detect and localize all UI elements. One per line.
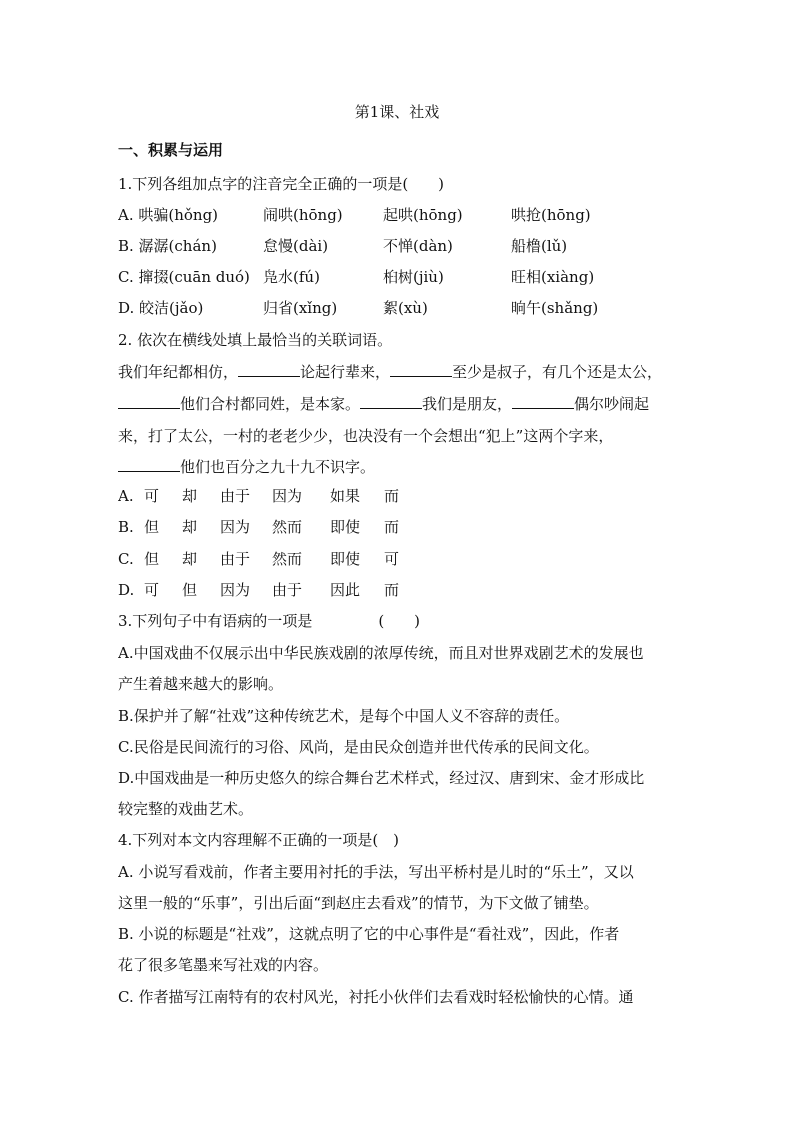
q4-option-a-line-1: A. 小说写看戏前，作者主要用衬托的手法，写出平桥村是儿时的“乐土”，又以 (118, 863, 634, 881)
fill-blank (118, 394, 180, 409)
q2-passage-line-4 (118, 457, 678, 477)
q1-a-3: 起哄(hōng) (383, 206, 463, 224)
q1-option-a (118, 205, 678, 225)
q1-b-1: B. 潺潺(chán) (118, 237, 217, 255)
option-word: 即使 (330, 518, 361, 536)
question-2-stem: 2. 依次在横线处填上最恰当的关联词语。 (118, 331, 393, 349)
option-word: 由于 (272, 581, 303, 599)
q2-text: 偶尔吵闹起 (574, 395, 650, 413)
option-letter: B. (118, 518, 134, 536)
option-letter: C. (118, 550, 134, 568)
fill-blank (390, 362, 452, 377)
q3-option-d-line-1: D.中国戏曲是一种历史悠久的综合舞台艺术样式，经过汉、唐到宋、金才形成比 (118, 769, 645, 787)
q1-d-2: 归省(xǐng) (263, 299, 338, 317)
option-word: 然而 (272, 518, 303, 536)
q3-option-a-line-1: A.中国戏曲不仅展示出中华民族戏剧的浓厚传统，而且对世界戏剧艺术的发展也 (118, 644, 644, 662)
q1-c-4: 旺相(xiàng) (511, 268, 595, 286)
question-4-stem: 4.下列对本文内容理解不正确的一项是( ) (118, 831, 400, 849)
q1-d-4: 晌午(shǎng) (511, 299, 599, 317)
q3-option-c: C.民俗是民间流行的习俗、风尚，是由民众创造并世代传承的民间文化。 (118, 738, 599, 756)
q3-option-a-line-2: 产生着越来越大的影响。 (118, 675, 284, 693)
q2-text: 我们年纪都相仿， (118, 363, 239, 381)
q2-text: 他们也百分之九十九不识字。 (180, 458, 376, 476)
fill-blank (118, 457, 180, 472)
q4-option-a-line-2: 这里一般的“乐事”，引出后面“到赵庄去看戏”的情节，为下文做了铺垫。 (118, 894, 599, 912)
q1-b-2: 怠慢(dài) (263, 237, 329, 255)
q1-a-4: 哄抢(hōng) (511, 206, 591, 224)
q2-passage-line-3: 来，打了太公，一村的老老少少，也决没有一个会想出“犯上”这两个字来， (118, 427, 614, 445)
option-word: 可 (144, 487, 160, 505)
option-word: 由于 (220, 487, 251, 505)
option-word: 却 (182, 487, 198, 505)
q2-text: 我们是朋友， (422, 395, 513, 413)
option-word: 因此 (330, 581, 361, 599)
fill-blank (512, 394, 574, 409)
option-word: 由于 (220, 550, 251, 568)
option-word: 而 (384, 518, 400, 536)
option-word: 而 (384, 581, 400, 599)
q1-b-3: 不惮(dàn) (383, 237, 453, 255)
option-word: 即使 (330, 550, 361, 568)
option-word: 但 (182, 581, 198, 599)
fill-blank (238, 362, 300, 377)
option-word: 可 (384, 550, 400, 568)
answer-parentheses: ( ) (378, 612, 421, 630)
q2-passage-line-1 (118, 362, 678, 382)
q1-c-2: 凫水(fú) (263, 268, 320, 286)
option-word: 却 (182, 518, 198, 536)
option-word: 但 (144, 550, 160, 568)
page-title: 第1课、社戏 (354, 103, 440, 121)
q1-option-b (118, 236, 678, 256)
q2-text: 至少是叔子，有几个还是太公， (452, 363, 663, 381)
question-3-stem (118, 611, 678, 631)
q3-option-d-line-2: 较完整的戏曲艺术。 (118, 800, 254, 818)
option-word: 可 (144, 581, 160, 599)
option-word: 而 (384, 487, 400, 505)
q1-d-3: 絮(xù) (383, 299, 428, 317)
option-word: 因为 (220, 518, 251, 536)
q4-option-b-line-1: B. 小说的标题是“社戏”，这就点明了它的中心事件是“看社戏”，因此，作者 (118, 925, 620, 943)
q1-option-d (118, 298, 678, 318)
option-word: 但 (144, 518, 160, 536)
fill-blank (360, 394, 422, 409)
q1-d-1: D. 皎洁(jǎo) (118, 299, 204, 317)
option-letter: D. (118, 581, 135, 599)
q2-option-a (118, 486, 678, 506)
option-word: 却 (182, 550, 198, 568)
q1-a-1: A. 哄骗(hǒng) (118, 206, 219, 224)
q1-b-4: 船橹(lǔ) (511, 237, 568, 255)
section-heading: 一、积累与运用 (118, 141, 224, 159)
option-word: 因为 (220, 581, 251, 599)
q2-option-b (118, 517, 678, 537)
q4-option-c-line-1: C. 作者描写江南特有的农村风光，衬托小伙伴们去看戏时轻松愉快的心情。通 (118, 988, 634, 1006)
q2-option-d (118, 580, 678, 600)
q3-option-b: B.保护并了解“社戏”这种传统艺术，是每个中国人义不容辞的责任。 (118, 707, 570, 725)
question-1-stem: 1.下列各组加点字的注音完全正确的一项是( ) (118, 175, 445, 193)
q1-c-1: C. 撺掇(cuān duó) (118, 268, 250, 286)
q4-option-b-line-2: 花了很多笔墨来写社戏的内容。 (118, 956, 329, 974)
q2-text: 论起行辈来， (300, 363, 391, 381)
option-word: 然而 (272, 550, 303, 568)
q1-a-2: 闹哄(hōng) (263, 206, 343, 224)
q3-stem-text: 3.下列句子中有语病的一项是 (118, 612, 313, 630)
q2-option-c (118, 549, 678, 569)
option-word: 如果 (330, 487, 361, 505)
option-letter: A. (118, 487, 134, 505)
q2-passage-line-2 (118, 394, 678, 414)
option-word: 因为 (272, 487, 303, 505)
q1-c-3: 桕树(jiù) (383, 268, 444, 286)
q1-option-c (118, 267, 678, 287)
q2-text: 他们合村都同姓，是本家。 (180, 395, 361, 413)
